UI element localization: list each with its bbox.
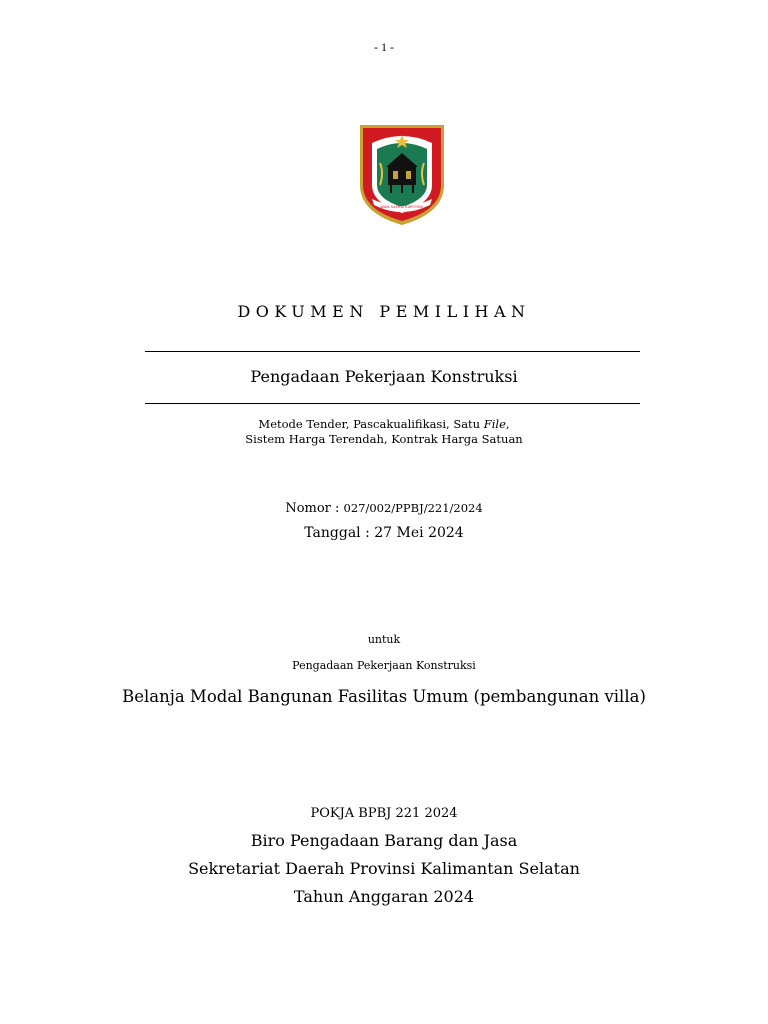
document-number (0, 501, 768, 516)
bureau-name: Biro Pengadaan Barang dan Jasa (250, 831, 518, 850)
fiscal-year: Tahun Anggaran 2024 (293, 887, 475, 906)
tender-method-text: Metode Tender, Pascakualifikasi, Satu (258, 417, 484, 431)
for-label: untuk (367, 633, 401, 646)
procurement-category: Pengadaan Pekerjaan Konstruksi (292, 659, 476, 672)
divider-bottom (145, 403, 640, 404)
tender-method-suffix: , (505, 417, 510, 431)
date-label: Tanggal : (304, 525, 375, 541)
divider-top (145, 351, 640, 352)
contract-system-line: Sistem Harga Terendah, Kontrak Harga Satuan (245, 432, 523, 446)
tender-method-italic: File (483, 417, 506, 431)
document-subtitle: Pengadaan Pekerjaan Konstruksi (250, 367, 518, 386)
document-title: DOKUMEN PEMILIHAN (237, 302, 531, 321)
secretariat-name: Sekretariat Daerah Provinsi Kalimantan Selatan (188, 859, 580, 878)
provincial-emblem-icon (358, 123, 446, 227)
emblem-motto: WAJA SAMPAI KAPUTING (380, 205, 424, 209)
tender-method-line (0, 417, 768, 431)
document-date (0, 525, 768, 541)
number-label: Nomor : (285, 501, 344, 516)
project-name: Belanja Modal Bangunan Fasilitas Umum (pembangunan villa) (122, 687, 646, 706)
pokja-name: POKJA BPBJ 221 2024 (310, 806, 458, 821)
date-value: 27 Mei 2024 (374, 525, 464, 541)
number-value: 027/002/PPBJ/221/2024 (343, 501, 483, 515)
page-number: - 1 - (374, 40, 394, 54)
